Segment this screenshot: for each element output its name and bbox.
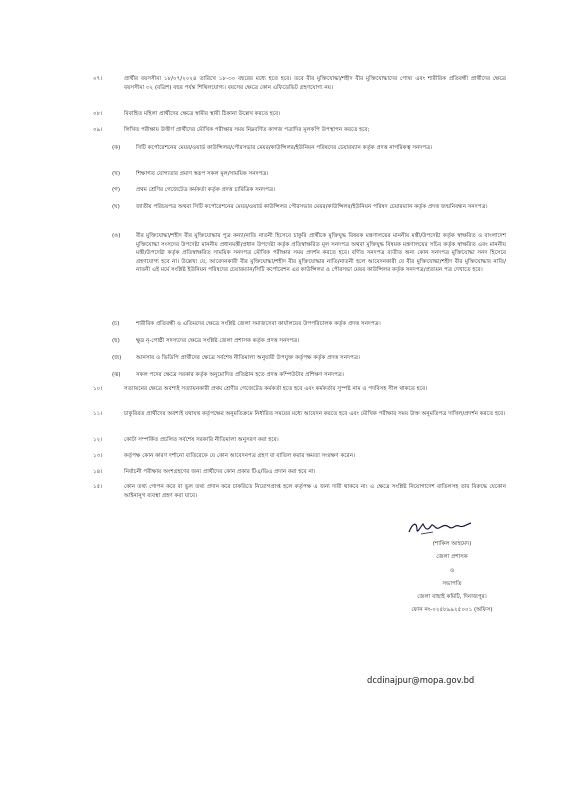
clause-text: সত্যায়নের ক্ষেত্রে অবশ্যই সত্যায়নকারী প্রথম শ্রেণীর গেজেটেড কর্মকর্তা হতে হবে এবং কর্মকর্তার সুস্পষ্ট নাম ও পদবিসহ সীল থাকতে হবে। — [124, 386, 428, 392]
sub-clause-text: সকল পদের ক্ষেত্রে সরকার কর্তৃক অনুমোদিত প্রতিষ্ঠান হতে প্রদত্ত কম্পিউটার প্রশিক্ষণ সনদপত্র। — [136, 372, 344, 378]
sub-clause-number: (চ) — [112, 321, 120, 327]
clause-number: ১০। — [93, 386, 103, 392]
sub-clause-text: আনসার ও ভিডিপি প্রার্থীদের ক্ষেত্রে সর্বশেষ নীতিমালা অনুযায়ী উপযুক্ত কর্তৃপক্ষ কর্তৃক প্রদত্ত সনদপত্র। — [136, 355, 360, 361]
sub-clause-text: জাতীয় পরিচয়পত্র অথবা সিটি কর্পোরেশনের মেয়র/ওয়ার্ড কাউন্সিলর পৌরসভার মেয়র/কাউন্সিলর/ইউনিয়ন পরিষদ চেয়ারম্যান কর্তৃক প্রদত্ত জন্মনিবন্ধন সনদপত্র। — [136, 204, 488, 210]
clause-number: ০৯। — [93, 127, 103, 133]
signatory-name: (শাকিল আহমেদ) — [432, 541, 472, 547]
sub-clause-text: ক্ষুদ্র নৃ-গোষ্ঠী সদস্যদের ক্ষেত্রে সংশ্লিষ্ট জেলা প্রশাসক কর্তৃক প্রদত্ত সনদপত্র। — [136, 338, 300, 344]
clause-number: ১২। — [93, 437, 103, 443]
sub-clause-number: (ক) — [112, 145, 121, 151]
clause-text: নির্বাচনী পরীক্ষায় অংশগ্রহণের জন্য প্রার্থীদের কোন প্রকার টিএ/ডিএ প্রদান করা হবে না। — [124, 469, 316, 475]
clause-text: বিবাহিত মহিলা প্রার্থীদের ক্ষেত্রে স্বামীর স্থায়ী ঠিকানা উল্লেখ করতে হবে। — [124, 111, 281, 117]
clause-number: ০৭। — [93, 76, 103, 82]
sub-clause-text: প্রথম শ্রেণির গেজেটেড কর্মকর্তা কর্তৃক প্রদত্ত চারিত্রিক সনদপত্র। — [136, 187, 276, 193]
signatory-email: dcdinajpur@mopa.gov.bd — [367, 675, 475, 685]
clause-text: লিখিত পরীক্ষায় উত্তীর্ণ প্রার্থীদের মৌখিক পরীক্ষার সময় নিম্নবর্ণিত কাগজ পত্রাদির মূলকপি উপস্থাপন করতে হবে; — [124, 127, 370, 133]
sub-clause-number: (জ) — [112, 355, 122, 361]
sub-clause-number: (ছ) — [112, 338, 120, 344]
clause-text: কর্তৃপক্ষ কোন কারণ দর্শানো ব্যতিরেকে যে কোন আবেদনপত্র গ্রহণ বা বাতিল করার ক্ষমতা সংরক্ষণ করেন। — [124, 453, 356, 459]
sub-clause-text: শিক্ষাগত যোগ্যতার প্রমাণ স্বরূপ সকল মূল/সাময়িক সনদপত্র। — [136, 171, 269, 177]
clause-number: ০৮। — [93, 111, 103, 117]
clause-text: প্রার্থীর বয়সসীমা ১৮/০৭/২০২৪ তারিখে ১৮-৩০ বছরের মধ্যে হতে হবে। তবে বীর মুক্তিযোদ্ধা/শহীদ বীর মুক্তিযোদ্ধাদের পোষ্য এবং শারীরিক প্রতিবন্ধী প্রার্থীদের ক্ষেত্রে বয়সসীমা ৩২ (বত্রিশ) বছর পর্যন্ত শিথিলযোগ্য। বয়সের ক্ষেত্রে কোন এফিডেভিট গ্রহণযোগ্য নয়। — [124, 76, 506, 91]
clause-number: ১৩। — [93, 453, 103, 459]
sub-clause-number: (খ) — [112, 171, 121, 177]
signatory-committee: জেলা বাছাই কমিটি, দিনাজপুর। — [417, 594, 487, 600]
sub-clause-text: শারীরিক প্রতিবন্ধী ও এতিমদের ক্ষেত্রে সংশ্লিষ্ট জেলা সমাজসেবা কার্যালয়ের উপপরিচালক কর্তৃক প্রদত্ত সনদপত্র। — [136, 321, 381, 327]
sub-clause-number: (ঝ) — [112, 372, 121, 378]
clause-number: ১৪। — [93, 469, 103, 475]
handwritten-signature — [405, 518, 475, 538]
signatory-phone: ফোন নং-০২৫৮৯৯২৫০০১ (অফিস) — [411, 607, 493, 613]
clause-number: ১১। — [93, 411, 103, 417]
signatory-role: সভাপতি — [442, 581, 462, 587]
clause-text: কোটা সম্পর্কিত প্রচলিত সর্বশেষ সরকারি নীতিমালা অনুসরণ করা হবে। — [124, 437, 279, 443]
sub-clause-text: বীর মুক্তিযোদ্ধা/শহীদ বীর মুক্তিযোদ্ধার পুত্র কন্যা/নাতি নাতনী হিসেবে চাকুরি প্রার্থীকে মুক্তিযুদ্ধ বিষয়ক মন্ত্রণালয়ের মাননীয় মন্ত্রী/উপদেষ্টা কর্তৃক স্বাক্ষরিত ও বাংলাদেশ মুক্তিযোদ্ধা সংসদের উপদেষ্টা মাননীয় প্রধানমন্ত্রী/প্রধান উপদেষ্টা কর্তৃক প্রতিস্বাক্ষরিত মূল সনদপত্র অথবা মুক্তিযুদ্ধ বিষয়ক মন্ত্রণালয়ের সচিব কর্তৃক স্বাক্ষরিত এবং মাননীয় মন্ত্রী/উপদেষ্টা কর্তৃক প্রতিস্বাক্ষরিত সাময়িক সনদপত্র মৌখিক পরীক্ষার সময় প্রদর্শন করতে হবে। বর্ণিত সনদপত্র ব্যতীত অন্য কোন সনদপত্র মুক্তিযোদ্ধা সনদ হিসেবে গ্রহণযোগ্য হবে না। উল্লেখ্য যে, আবেদনকারী বীর মুক্তিযোদ্ধা/শহীদ বীর মুক্তিযোদ্ধার নাতি/নাতনী হলে আবেদনকারী যে বীর মুক্তিযোদ্ধা/শহীদ বীর মুক্তিযোদ্ধার নাতি/নাতনী এই মর্মে সংশ্লিষ্ট ইউনিয়ন পরিষদের চেয়ারম্যান/সিটি কর্পোরেশন এর কাউন্সিলর ও পৌরসভা মেয়র কাউন্সিলর কর্তৃক সনদপত্র/প্রত্যয়ন পত্র দেখাতে হবে। — [136, 233, 506, 274]
signatory-title: জেলা প্রশাসক — [436, 554, 468, 560]
sub-clause-text: সিটি কর্পোরেশনের মেয়র/ওয়ার্ড কাউন্সিলর/পৌরসভার মেয়র/কাউন্সিলর/ইউনিয়ন পরিষদের চেয়ারম্যান কর্তৃক প্রদত্ত নাগরিকত্ব সনদপত্র। — [136, 145, 433, 151]
sub-clause-number: (ঘ) — [112, 204, 120, 210]
signatory-conjunction: ও — [449, 568, 455, 574]
clause-text: কোন তথ্য গোপন করে বা ভুল তথ্য প্রদান করে চাকরিতে নিয়োগপ্রাপ্ত হলে কর্তৃপক্ষ এ জন্য দায়ী থাকবে না। এ ক্ষেত্রে সংশ্লিষ্ট নিয়োগাদেশ বাতিলসহ তার বিরুদ্ধে যেকোন আইনানুগ ব্যবস্থা গ্রহণ করা যাবে। — [124, 484, 506, 499]
clause-text: চাকুরিরত প্রার্থীদের অবশ্যই যথাযথ কর্তৃপক্ষের অনুমতিক্রমে নির্ধারিত সময়ের মধ্যে আবেদন করতে হবে এবং মৌখিক পরীক্ষার সময় উক্ত অনুমতিপত্র দাখিল/প্রদর্শন করতে হবে। — [124, 411, 506, 417]
sub-clause-number: (ঙ) — [112, 233, 121, 239]
sub-clause-number: (গ) — [112, 187, 121, 193]
clause-number: ১৫। — [93, 484, 103, 490]
